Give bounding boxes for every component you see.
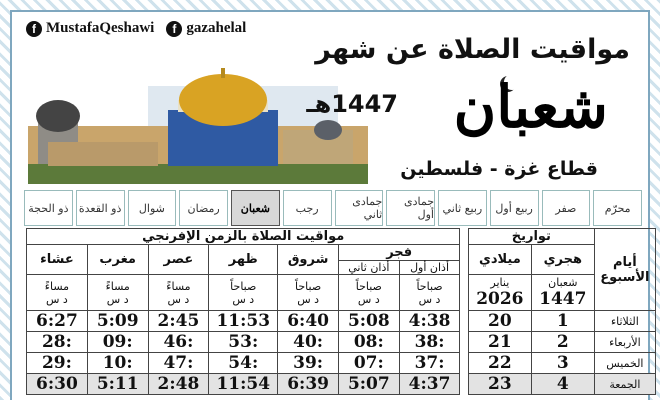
dhuhr-header: ظهر bbox=[209, 245, 278, 275]
greg-month-year bbox=[468, 275, 531, 311]
fajr-adhan2-time: :08 bbox=[338, 332, 399, 353]
facebook-icon: f bbox=[26, 21, 42, 37]
fajr-adhan1-time: 4:37 bbox=[399, 374, 460, 395]
greg-day: 22 bbox=[468, 353, 531, 374]
greg-year-label: 2026 bbox=[476, 289, 524, 309]
shuruq-header: شروق bbox=[278, 245, 339, 275]
month-name: شعبان bbox=[453, 73, 608, 141]
asr-time: :47 bbox=[148, 353, 209, 374]
table-row bbox=[27, 353, 656, 374]
period-label: صباحاً bbox=[355, 279, 382, 293]
al-aqsa-dome-image bbox=[28, 66, 368, 184]
shuruq-time: :39 bbox=[278, 353, 339, 374]
fajr-adhan2-time: 5:08 bbox=[338, 311, 399, 332]
hijri-day: 3 bbox=[531, 353, 594, 374]
unit-label bbox=[148, 275, 209, 311]
greg-day: 23 bbox=[468, 374, 531, 395]
column-gap bbox=[460, 374, 468, 395]
column-gap bbox=[460, 229, 468, 311]
period-label: مساءً bbox=[44, 279, 70, 293]
social-handle-mustafa-text: MustafaQeshawi bbox=[46, 20, 155, 36]
social-handle-mustafa[interactable] bbox=[26, 20, 154, 37]
period-label: مساءً bbox=[166, 279, 191, 293]
social-handles bbox=[26, 20, 246, 37]
tab-month[interactable]: صفر bbox=[542, 190, 591, 226]
fajr-adhan1-time: 4:38 bbox=[399, 311, 460, 332]
gregorian-header: ميلادي bbox=[468, 245, 531, 275]
dhuhr-time: 11:54 bbox=[209, 374, 278, 395]
shuruq-time: 6:40 bbox=[278, 311, 339, 332]
maghrib-time: :10 bbox=[87, 353, 148, 374]
maghrib-time: 5:11 bbox=[87, 374, 148, 395]
dm-label: د س bbox=[418, 292, 441, 306]
dm-label: د س bbox=[232, 292, 255, 306]
unit-label bbox=[278, 275, 339, 311]
hijri-day: 2 bbox=[531, 332, 594, 353]
hijri-month-label: شعبان bbox=[548, 276, 578, 289]
unit-label bbox=[338, 275, 399, 311]
asr-time: 2:45 bbox=[148, 311, 209, 332]
column-gap bbox=[460, 311, 468, 332]
facebook-icon: f bbox=[166, 21, 182, 37]
asr-time: 2:48 bbox=[148, 374, 209, 395]
tab-month[interactable]: ربيع أول bbox=[490, 190, 539, 226]
table-row bbox=[27, 332, 656, 353]
region-name: قطاع غزة - فلسطين bbox=[400, 158, 598, 180]
isha-time: 6:30 bbox=[27, 374, 88, 395]
dm-label: د س bbox=[357, 292, 380, 306]
hijri-day: 4 bbox=[531, 374, 594, 395]
day-cell: الثلاثاء bbox=[594, 311, 655, 332]
dm-label: د س bbox=[106, 292, 129, 306]
period-label: مساءً bbox=[105, 279, 130, 293]
tab-month[interactable]: جمادى أول bbox=[386, 190, 435, 226]
day-cell: الجمعة bbox=[594, 374, 655, 395]
period-label: صباحاً bbox=[230, 279, 257, 293]
fajr-header: فجر bbox=[338, 245, 459, 261]
asr-header: عصر bbox=[148, 245, 209, 275]
maghrib-time: :09 bbox=[87, 332, 148, 353]
tab-month[interactable]: ذو القعدة bbox=[76, 190, 125, 226]
social-handle-gazahelal[interactable] bbox=[166, 20, 246, 37]
greg-month-label: يناير bbox=[490, 276, 510, 289]
isha-header: عشاء bbox=[27, 245, 88, 275]
maghrib-header: مغرب bbox=[87, 245, 148, 275]
tab-month[interactable]: رجب bbox=[283, 190, 332, 226]
month-tabs bbox=[24, 190, 642, 226]
times-header: مواقيت الصلاة بالزمن الإفرنجي bbox=[27, 229, 460, 245]
dm-label: د س bbox=[167, 292, 190, 306]
poster-frame bbox=[10, 10, 650, 400]
shuruq-time: 6:39 bbox=[278, 374, 339, 395]
table-row bbox=[27, 311, 656, 332]
fajr-adhan1-time: :37 bbox=[399, 353, 460, 374]
maghrib-time: 5:09 bbox=[87, 311, 148, 332]
dhuhr-time: :54 bbox=[209, 353, 278, 374]
hijri-month-year bbox=[531, 275, 594, 311]
poster-header bbox=[12, 12, 648, 182]
unit-label bbox=[399, 275, 460, 311]
unit-label bbox=[87, 275, 148, 311]
dates-header: تواريخ bbox=[468, 229, 594, 245]
period-label: صباحاً bbox=[295, 279, 322, 293]
column-gap bbox=[460, 332, 468, 353]
hijri-day: 1 bbox=[531, 311, 594, 332]
tab-month[interactable]: ربيع ثاني bbox=[438, 190, 487, 226]
tab-month[interactable]: ذو الحجة bbox=[24, 190, 73, 226]
isha-time: 6:27 bbox=[27, 311, 88, 332]
adhan1-header: أذان أول bbox=[399, 261, 460, 275]
tab-month[interactable]: رمضان bbox=[179, 190, 228, 226]
column-gap bbox=[460, 353, 468, 374]
dm-label: د س bbox=[297, 292, 320, 306]
fajr-adhan1-time: :38 bbox=[399, 332, 460, 353]
dhuhr-time: 11:53 bbox=[209, 311, 278, 332]
period-label: صباحاً bbox=[416, 279, 443, 293]
greg-day: 21 bbox=[468, 332, 531, 353]
unit-label bbox=[209, 275, 278, 311]
isha-time: :29 bbox=[27, 353, 88, 374]
dhuhr-time: :53 bbox=[209, 332, 278, 353]
table-row-friday bbox=[27, 374, 656, 395]
fajr-adhan2-time: :07 bbox=[338, 353, 399, 374]
days-header: أيام الأسبوع bbox=[594, 229, 655, 311]
shuruq-time: :40 bbox=[278, 332, 339, 353]
hijri-year: 1447هـ bbox=[306, 90, 398, 118]
day-cell: الأربعاء bbox=[594, 332, 655, 353]
tab-month-active[interactable]: شعبان bbox=[231, 190, 280, 226]
tab-month[interactable]: محرّم bbox=[593, 190, 642, 226]
day-cell: الخميس bbox=[594, 353, 655, 374]
poster-title: مواقيت الصلاة عن شهر bbox=[315, 34, 630, 65]
social-handle-gazahelal-text: gazahelal bbox=[186, 20, 247, 36]
tab-month[interactable]: شوال bbox=[128, 190, 177, 226]
tab-month[interactable]: جمادى ثاني bbox=[335, 190, 384, 226]
greg-day: 20 bbox=[468, 311, 531, 332]
hijri-year-label: 1447 bbox=[539, 289, 587, 309]
adhan2-header: أذان ثاني bbox=[338, 261, 399, 275]
unit-label bbox=[27, 275, 88, 311]
prayer-times-table bbox=[26, 228, 656, 395]
hijri-header: هجري bbox=[531, 245, 594, 275]
fajr-adhan2-time: 5:07 bbox=[338, 374, 399, 395]
asr-time: :46 bbox=[148, 332, 209, 353]
dm-label: د س bbox=[46, 292, 68, 306]
isha-time: :28 bbox=[27, 332, 88, 353]
